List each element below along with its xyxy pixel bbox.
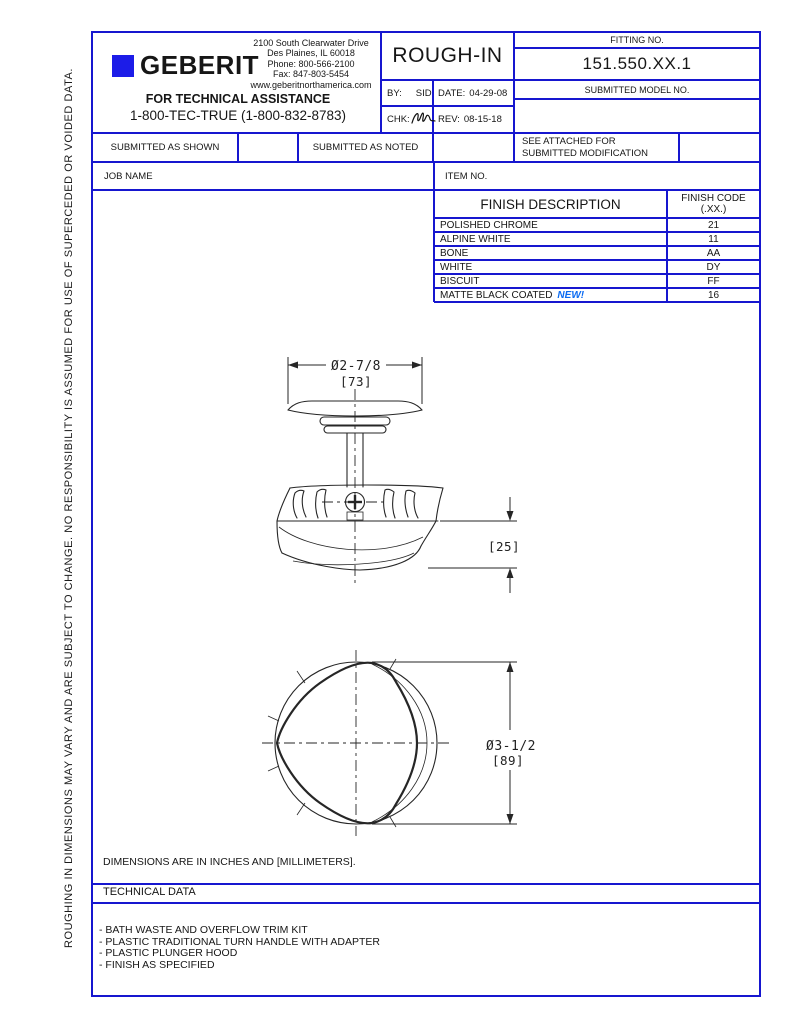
finish-row-code: 16: [707, 289, 720, 301]
finish-row-description: ALPINE WHITE: [440, 233, 511, 245]
side-view-plunger: [277, 389, 443, 585]
finish-row-code: DY: [706, 261, 721, 273]
by-field: [387, 80, 432, 106]
finish-row-code: FF: [707, 275, 720, 287]
dim-label-mm: [25]: [487, 539, 521, 554]
fitting-no-value: 151.550.XX.1: [582, 53, 692, 73]
fitting-no-label: FITTING NO.: [610, 35, 664, 45]
finish-row-code: 11: [708, 233, 719, 245]
new-badge: NEW!: [557, 289, 585, 301]
rev-value: 08-15-18: [463, 114, 502, 125]
geberit-logo-text: GEBERIT: [140, 50, 260, 80]
see-attached-note: SEE ATTACHED FOR SUBMITTED MODIFICATION: [522, 136, 648, 159]
address-line: Phone: 800-566-2100: [267, 58, 355, 69]
company-address: [238, 38, 384, 90]
dim-label: Ø3-1/2: [486, 739, 536, 754]
finish-row-description: MATTE BLACK COATED NEW!: [440, 289, 585, 301]
technical-data-item: - PLASTIC TRADITIONAL TURN HANDLE WITH ADAPTER: [99, 935, 381, 948]
job-name-label: JOB NAME: [104, 170, 153, 182]
dim-label-mm: [89]: [491, 753, 525, 768]
chk-field: [387, 106, 410, 133]
address-line: Des Plaines, IL 60018: [267, 48, 355, 59]
date-field: [438, 80, 507, 106]
side-disclaimer-text: ROUGHING IN DIMENSIONS MAY VARY AND ARE SUBJECT TO CHANGE. NO RESPONSIBILITY IS ASSUMED FOR USE OF SUPERCEDED OR VOIDED DATA.: [63, 67, 75, 949]
technical-drawing: [92, 190, 760, 884]
technical-assistance-phone: 1-800-TEC-TRUE (1-800-832-8783): [129, 108, 347, 123]
rev-label: REV:: [438, 114, 460, 125]
chk-label: CHK:: [387, 114, 410, 125]
item-no-label: ITEM NO.: [445, 170, 488, 182]
geberit-logo-square-icon: [112, 55, 134, 77]
address-line: Fax: 847-803-5454: [272, 69, 350, 80]
technical-data-item: - PLASTIC PLUNGER HOOD: [99, 947, 238, 960]
finish-description-header: FINISH DESCRIPTION: [480, 196, 621, 212]
finish-row-description: WHITE: [440, 261, 473, 273]
technical-data-heading: TECHNICAL DATA: [103, 886, 196, 898]
submitted-model-label: SUBMITTED MODEL NO.: [584, 84, 690, 95]
doc-title: ROUGH-IN: [392, 43, 503, 67]
rev-field: [438, 106, 502, 133]
finish-code-header: FINISH CODE (.XX.): [681, 193, 746, 215]
by-value: SID: [415, 87, 432, 99]
technical-data-item: - BATH WASTE AND OVERFLOW TRIM KIT: [99, 924, 308, 936]
address-line: 2100 South Clearwater Drive: [253, 38, 369, 48]
dim-label-mm: [73]: [339, 374, 373, 389]
chk-signature: [411, 109, 437, 127]
address-line: www.geberitnorthamerica.com: [250, 79, 372, 90]
finish-row-code: 21: [707, 219, 720, 231]
date-value: 04-29-08: [469, 87, 508, 99]
by-label: BY:: [387, 87, 402, 99]
submitted-as-shown-label: SUBMITTED AS SHOWN: [110, 142, 220, 153]
dim-label: Ø2-7/8: [331, 359, 381, 374]
date-label: DATE:: [438, 87, 466, 99]
submitted-as-noted-label: SUBMITTED AS NOTED: [312, 142, 419, 153]
finish-row-description: BONE: [440, 247, 469, 259]
technical-assistance-title: FOR TECHNICAL ASSISTANCE: [145, 92, 331, 106]
technical-data-item: - FINISH AS SPECIFIED: [99, 958, 215, 971]
finish-row-description: BISCUIT: [440, 275, 480, 287]
finish-row-description: POLISHED CHROME: [440, 219, 538, 231]
dimensions-units-note: DIMENSIONS ARE IN INCHES AND [MILLIMETERS].: [103, 856, 356, 868]
bottom-view-handle: [262, 650, 450, 836]
finish-row-code: AA: [706, 247, 721, 259]
hood-height-dimension: [428, 497, 520, 593]
